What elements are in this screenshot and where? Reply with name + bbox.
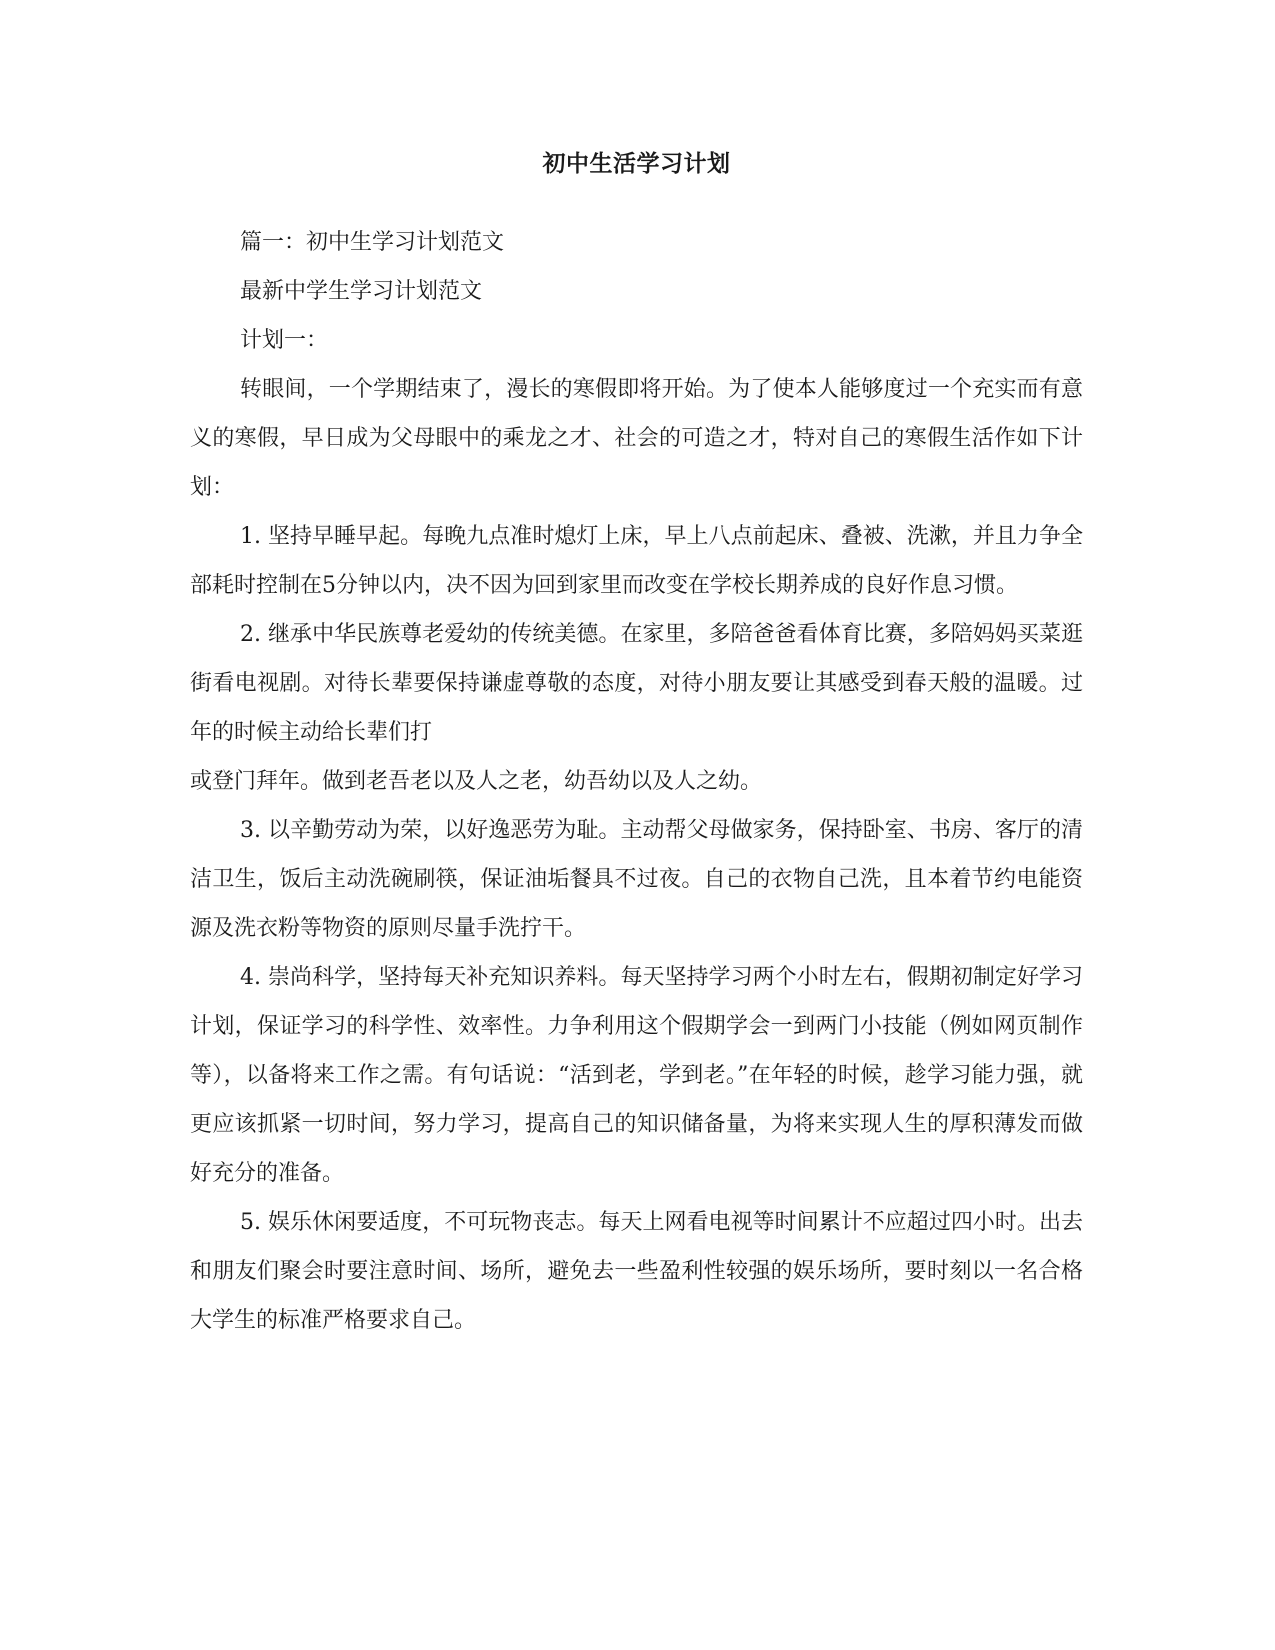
intro-paragraph: 转眼间，一个学期结束了，漫长的寒假即将开始。为了使本人能够度过一个充实而有意义的寒假，早日成为父母眼中的乘龙之才、社会的可造之才，特对自己的寒假生活作如下计划：	[190, 377, 1083, 500]
section-heading: 篇一：初中生学习计划范文	[240, 230, 505, 255]
plan-item-5: 5. 娱乐休闲要适度，不可玩物丧志。每天上网看电视等时间累计不应超过四小时。出去和朋友们聚会时要注意时间、场所，避免去一些盈利性较强的娱乐场所，要时刻以一名合格大学生的标准严格要求自己。	[190, 1210, 1083, 1333]
plan-item-3: 3. 以辛勤劳动为荣，以好逸恶劳为耻。主动帮父母做家务，保持卧室、书房、客厅的清洁卫生，饭后主动洗碗刷筷，保证油垢餐具不过夜。自己的衣物自己洗，且本着节约电能资源及洗衣粉等物资的原则尽量手洗拧干。	[190, 818, 1083, 941]
plan-item-2: 2. 继承中华民族尊老爱幼的传统美德。在家里，多陪爸爸看体育比赛，多陪妈妈买菜逛街看电视剧。对待长辈要保持谦虚尊敬的态度，对待小朋友要让其感受到春天般的温暖。过年的时候主动给长辈们打	[190, 622, 1083, 745]
document-body	[190, 148, 1083, 1345]
plan-item-2-continuation: 或登门拜年。做到老吾老以及人之老，幼吾幼以及人之幼。	[190, 769, 763, 794]
subheading: 最新中学生学习计划范文	[240, 279, 483, 304]
plan-label: 计划一：	[240, 328, 329, 353]
plan-item-1: 1. 坚持早睡早起。每晚九点准时熄灯上床，早上八点前起床、叠被、洗漱，并且力争全部耗时控制在5分钟以内，决不因为回到家里而改变在学校长期养成的良好作息习惯。	[190, 524, 1083, 598]
plan-item-4: 4. 崇尚科学，坚持每天补充知识养料。每天坚持学习两个小时左右，假期初制定好学习计划，保证学习的科学性、效率性。力争利用这个假期学会一到两门小技能（例如网页制作等），以备将来工作之需。有句话说：“活到老，学到老。”在年轻的时候，趁学习能力强，就更应该抓紧一切时间，努力学习，提高自己的知识储备量，为将来实现人生的厚积薄发而做好充分的准备。	[190, 965, 1083, 1186]
document-title: 初中生活学习计划	[542, 150, 731, 177]
